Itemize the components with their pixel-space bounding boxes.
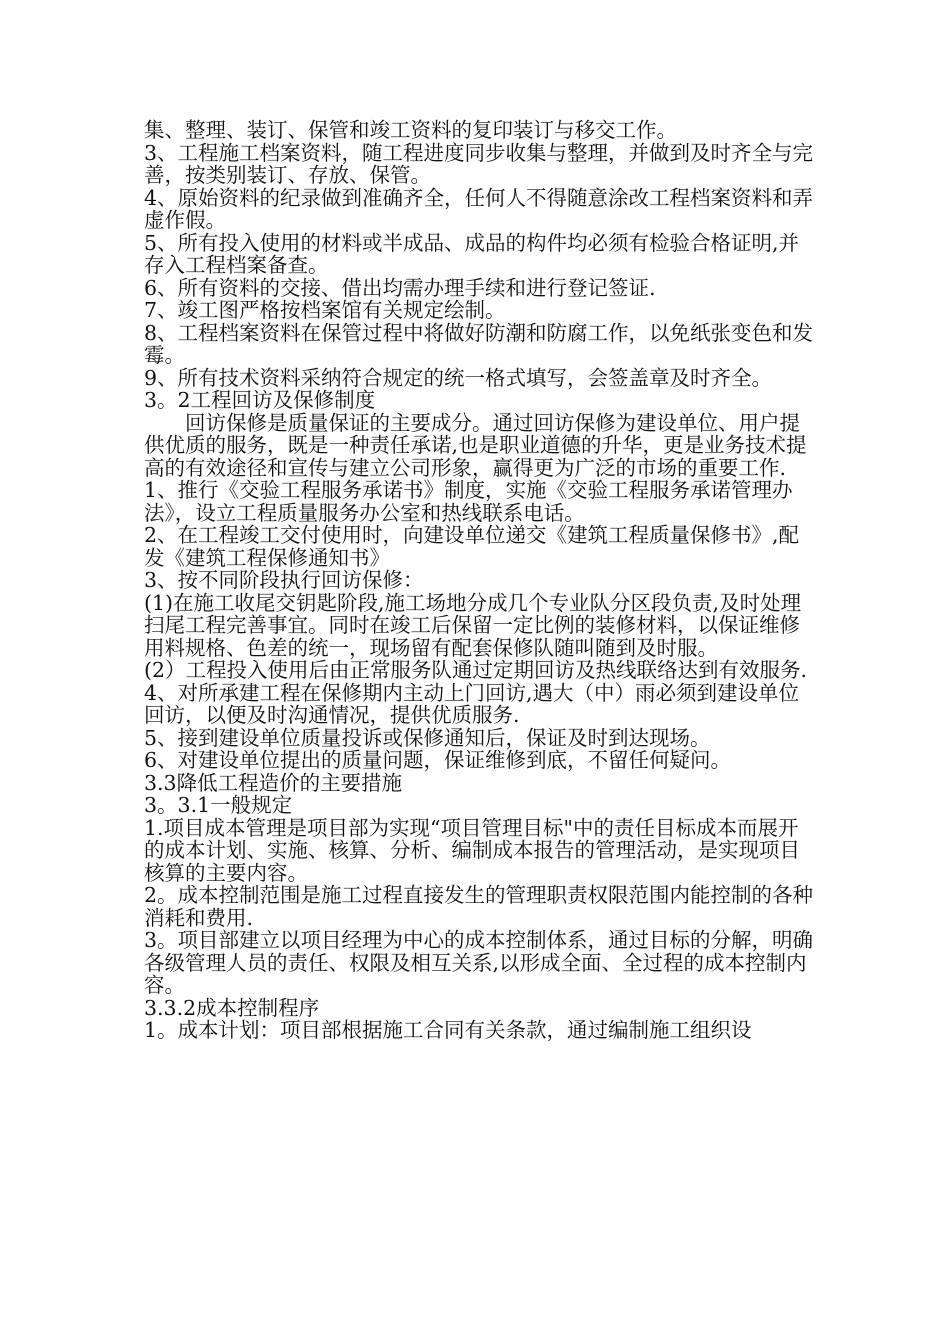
paragraph-18: 2。成本控制范围是施工过程直接发生的管理职责权限范围内能控制的各种消耗和费用. (144, 883, 814, 930)
paragraph-4: 5、所有投入使用的材料或半成品、成品的构件均必须有检验合格证明,并存入工程档案备查。 (144, 230, 800, 277)
paragraph-3: 4、原始资料的纪录做到准确齐全，任何人不得随意涂改工程档案资料和弄虚作假。 (144, 185, 814, 232)
paragraph-17: 1.项目成本管理是项目部为实现“项目管理目标"中的责任目标成本而展开的成本计划、实施、核算、分析、编制成本报告的管理活动，是实现项目核算的主要内容。 (144, 815, 800, 885)
paragraph-7: 8、工程档案资料在保管过程中将做好防潮和防腐工作，以免纸张变色和发霉。 (144, 320, 814, 367)
section-heading-3-3-1: 3。3.1一般规定 (144, 793, 293, 817)
paragraph-14: 4、对所承建工程在保修期内主动上门回访,遇大（中）雨必须到建设单位回访，以便及时沟通情况，提供优质服务. (144, 680, 800, 727)
paragraph-13: (2）工程投入使用后由正常服务队通过定期回访及热线联络达到有效服务. (144, 658, 808, 682)
document-page (144, 119, 816, 1042)
paragraph-15: 5、接到建设单位质量投诉或保修通知后，保证及时到达现场。 (144, 725, 711, 750)
paragraph-intro: 回访保修是质量保证的主要成分。通过回访保修为建设单位、用户提供优质的服务，既是一种责任承诺,也是职业道德的升华，更是业务技术提高的有效途径和宣传与建立公司形象，赢得更为广泛的市场的重要工作. (144, 410, 807, 480)
paragraph-5: 6、所有资料的交接、借出均需办理手续和进行登记签证. (144, 275, 656, 300)
paragraph-6: 7、竣工图严格按档案馆有关规定绘制。 (144, 298, 506, 322)
section-heading-3-2: 3。2工程回访及保修制度 (144, 388, 376, 412)
paragraph-12: (1)在施工收尾交钥匙阶段,施工场地分成几个专业队分区段负责,及时处理扫尾工程完善事宜。同时在竣工后保留一定比例的装修材料，以保证维修用料规格、色差的统一，现场留有配套保修队随叫随到及时服。 (144, 590, 802, 660)
paragraph-20: 1。成本计划：项目部根据施工合同有关条款，通过编制施工组织设 (144, 1018, 752, 1042)
paragraph-9: 1、推行《交验工程服务承诺书》制度，实施《交验工程服务承诺管理办法》，设立工程质量服务办公室和热线联系电话。 (144, 478, 793, 525)
section-heading-3-3: 3.3降低工程造价的主要措施 (144, 770, 403, 795)
paragraph-1: 集、整理、装订、保管和竣工资料的复印装订与移交工作。 (144, 118, 677, 142)
paragraph-16: 6、对建设单位提出的质量问题，保证维修到底，不留任何疑问。 (144, 748, 732, 772)
paragraph-11: 3、按不同阶段执行回访保修： (144, 568, 424, 592)
paragraph-10: 2、在工程竣工交付使用时，向建设单位递交《建筑工程质量保修书》,配发《建筑工程保修通知书》 (144, 523, 800, 570)
section-heading-3-3-2: 3.3.2成本控制程序 (144, 995, 320, 1020)
paragraph-8: 9、所有技术资料采纳符合规定的统一格式填写，会签盖章及时齐全。 (144, 365, 773, 390)
paragraph-19: 3。项目部建立以项目经理为中心的成本控制体系，通过目标的分解，明确各级管理人员的责任、权限及相互关系,以形成全面、全过程的成本控制内容。 (144, 928, 814, 997)
paragraph-2: 3、工程施工档案资料，随工程进度同步收集与整理，并做到及时齐全与完善，按类别装订、存放、保管。 (144, 140, 814, 187)
